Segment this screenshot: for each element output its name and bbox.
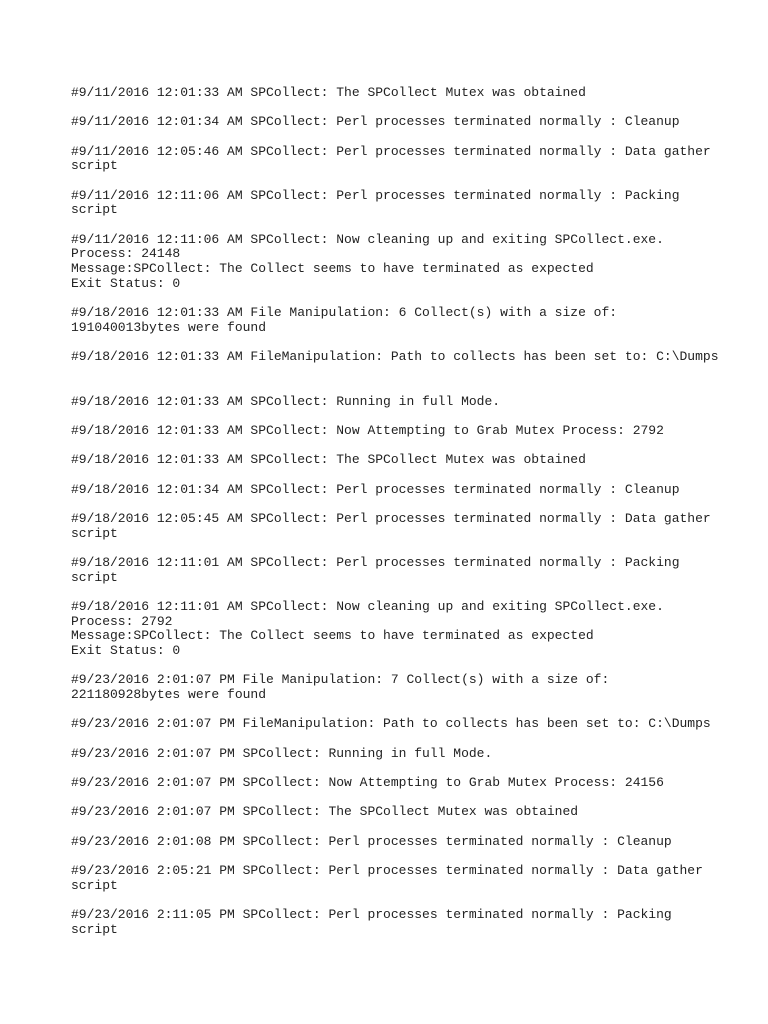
log-entry: #9/23/2016 2:01:07 PM File Manipulation: 7 Collect(s) with a size of: 221180928bytes were found [71,672,610,702]
log-entry: #9/18/2016 12:01:33 AM SPCollect: Now Attempting to Grab Mutex Process: 2792 [71,422,664,438]
log-entry: #9/23/2016 2:01:07 PM SPCollect: Now Attempting to Grab Mutex Process: 24156 [71,774,664,790]
log-entry: #9/23/2016 2:01:07 PM FileManipulation: Path to collects has been set to: C:\Dumps [71,716,711,732]
log-entry: #9/23/2016 2:01:08 PM SPCollect: Perl processes terminated normally : Cleanup [71,833,672,849]
log-entry: #9/23/2016 2:11:05 PM SPCollect: Perl processes terminated normally : Packing script [71,907,672,937]
log-entry: #9/18/2016 12:01:34 AM SPCollect: Perl processes terminated normally : Cleanup [71,481,680,497]
log-entry: #9/18/2016 12:01:33 AM SPCollect: Running in full Mode. [71,393,501,409]
log-entry: #9/11/2016 12:11:06 AM SPCollect: Now cleaning up and exiting SPCollect.exe. Process: 24148 Message:SPCollect: The Collect seems to have terminated as expected Exit Status: 0 [71,231,664,291]
log-entry: #9/18/2016 12:05:45 AM SPCollect: Perl processes terminated normally : Data gather script [71,511,711,541]
log-entry: #9/23/2016 2:05:21 PM SPCollect: Perl processes terminated normally : Data gather script [71,863,703,893]
log-entry: #9/11/2016 12:05:46 AM SPCollect: Perl processes terminated normally : Data gather script [71,143,711,174]
log-text [71,86,731,952]
log-entry: #9/18/2016 12:11:01 AM SPCollect: Perl processes terminated normally : Packing script [71,555,680,585]
log-entry: #9/18/2016 12:01:33 AM SPCollect: The SPCollect Mutex was obtained [71,452,586,468]
log-entry: #9/11/2016 12:01:33 AM SPCollect: The SPCollect Mutex was obtained [71,85,586,100]
log-entry: #9/23/2016 2:01:07 PM SPCollect: The SPCollect Mutex was obtained [71,804,579,820]
log-entry: #9/23/2016 2:01:07 PM SPCollect: Running in full Mode. [71,745,493,761]
log-entry: #9/18/2016 12:01:33 AM File Manipulation: 6 Collect(s) with a size of: 191040013bytes were found [71,304,618,335]
log-entry: #9/11/2016 12:01:34 AM SPCollect: Perl processes terminated normally : Cleanup [71,114,680,130]
log-entry: #9/18/2016 12:01:33 AM FileManipulation: Path to collects has been set to: C:\Dumps [71,348,719,364]
log-entry: #9/11/2016 12:11:06 AM SPCollect: Perl processes terminated normally : Packing script [71,187,680,218]
log-entry: #9/18/2016 12:11:01 AM SPCollect: Now cleaning up and exiting SPCollect.exe. Process: 2792 Message:SPCollect: The Collect seems to have terminated as expected Exit Status: 0 [71,599,664,658]
